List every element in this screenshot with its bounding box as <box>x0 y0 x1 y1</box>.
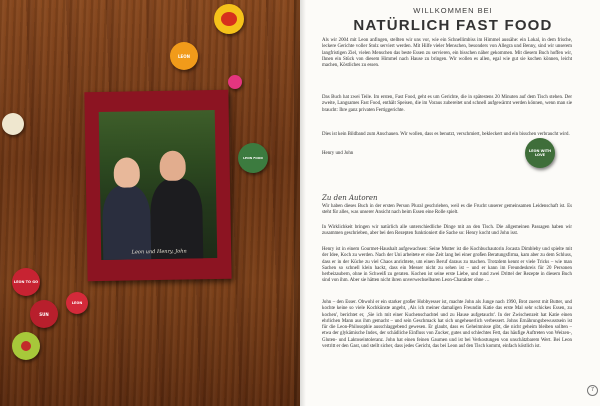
book-gutter <box>294 0 306 406</box>
badge-orange-label: LEON <box>177 53 191 59</box>
photo-frame <box>84 90 231 281</box>
intro-paragraph-2: Das Buch hat zwei Teile. Im ersten, Fast Food, geht es um Gerichte, die in spätestens 20 Minuten auf dem Tisch stehen. Der zweite, Langsames Fast Food, enthält Speisen, die im Voraus zubereitet und schnell aufgewärmt werden können, wenn man sie braucht: Ihre ganz privaten Fertiggerichte. <box>322 95 572 113</box>
badge-red-3 <box>66 292 88 314</box>
author-paragraph-3: Henry ist in einem Gourmet-Haushalt aufgewachsen: Seine Mutter ist die Kochbuchautorin Jocasta Dimbleby und spielte mit der Idee, Koch zu werden. Nach der Uni arbeitete er eine Zeit lang bei einer großen Beratungsfirma, kam aber zu dem Schluss, dass er in der Küche zu viel Chaos anrichtete, um einen Beruf daraus zu machen. Trotzdem kennt er viele Tricks – wie man Sachen so schnell klein hackt, dass ein Messer nicht zu sehen ist – und er kann im Freundeskreis für 20 Personen herbeizaubern, ohne in Schweiß zu geraten. Kochen ist seine erste Liebe, und rund zwei Drittel der Rezepte in diesem Buch sind von ihm. Aber sie hätten nicht ihren unverwechselbaren Leon-Charakter ohne … <box>322 247 572 284</box>
intro-signature: Henry und John <box>322 151 354 156</box>
person-left-head <box>114 157 141 187</box>
author-paragraph-2: In Wirklichkeit bringen wir natürlich alle unterschiedliche Dinge mit an den Tisch. Die allgemeinen Passagen haben wir zusammen geschrieben, aber bei den Rezepten funktioniert die Sache so: Henry kocht und John isst. <box>322 225 572 237</box>
author-paragraph-1: Wir haben dieses Buch in der ersten Person Plural geschrieben, weil es die Frucht unserer gemeinsamen Leidenschaft ist. Es steht für alles, was unserer Ansicht nach beim Essen eine Rolle spielt. <box>322 204 572 216</box>
badge-apple-icon <box>12 332 40 360</box>
page-number: 7 <box>587 385 598 396</box>
badge-green-left <box>238 143 268 173</box>
badge-green-right-label: LEON WITH LOVE <box>528 149 552 157</box>
person-right-head <box>159 151 186 181</box>
authors-heading: Zu den Autoren <box>322 194 378 202</box>
welcome-label: WILLKOMMEN BEI <box>413 6 493 15</box>
badge-tomato-icon <box>214 4 244 34</box>
badge-red-1 <box>12 268 40 296</box>
badge-red-2-label: SUN <box>39 311 49 317</box>
badge-pink <box>228 75 242 89</box>
photo-caption: Leon und Henry, John <box>131 248 187 256</box>
intro-paragraph-3: Dies ist kein Bildband zum Anschauen. Wir wollen, dass es benutzt, verschmiert, bekleckert und ein bisschen verbraucht wird. <box>322 132 570 137</box>
badge-red-2 <box>30 300 58 328</box>
badge-cream <box>2 113 24 135</box>
intro-paragraph-1: Als wir 2004 mit Leon anfingen, stellten wir uns vor, wie ein Schnellimbiss im Himmel aussähe: ein Lokal, in dem frische, leckere Gerichte voller Stolz serviert werden. Mit Hilfe vieler Menschen, besonders von Allegra und Benny, sind wir unserem langfristigen Ziel, vielen Menschen das beste Essen zu servieren, ein bisschen näher gekommen. Mit diesem Buch hoffen wir, Ihnen ein Stück von diesem Himmel nach Hause zu bringen. Wir wollen es allen, egal wie gut sie kochen können, leicht machen, Köstliches zu essen. <box>322 38 572 69</box>
page-title: NATÜRLICH FAST FOOD <box>353 17 553 34</box>
authors-photo <box>99 110 218 260</box>
badge-green-left-label: LEON FOOD <box>243 156 263 160</box>
badge-red-3-label: LEON <box>71 301 83 305</box>
author-paragraph-4: John – den Esser. Obwohl er ein starker großer Hobbyesser ist, machte John als Junge nach 1990, Brot zuerst mit Butter, und kochte keine so viele Kochkünste angeht, ‚Als ich meiner damaligen Freundin Katie das erste Mal sehr schickes Essen, zu kochen', berichtet er, ‚Sie ich mit einer Kuchenschachtel und zu Hause aufgetaucht'. In der Zwischenzeit hat Katie einen ehrlichen Mann aus ihm gemacht – und sein Geschmack hat sich ungeheuerlich verbessert. Johns Ernährungsbewusstsein ist für die Leon-Philosophie ausschlaggebend gewesen. Er glaubt, dass es Geheimnisse gibt, die nicht geheim bleiben sollten – etwa der glykämische Index, der schädliche Einfluss von Zucker, gutes und schlechtes Fett, das häufige Auftreten von Weizen-, Gluten- und Laktoseintoleranz. John hat einen feinen Gaumen und ist bei Verkostungen von unschätzbarem Wert. Bei Leon vertritt er den Gast, und stellt sicher, dass jedes Gericht, das bei Leon auf den Tisch kommt, einfach köstlich ist. <box>322 300 572 350</box>
badge-red-1-label: LEON TO GO <box>13 280 39 284</box>
badge-orange <box>170 42 198 70</box>
